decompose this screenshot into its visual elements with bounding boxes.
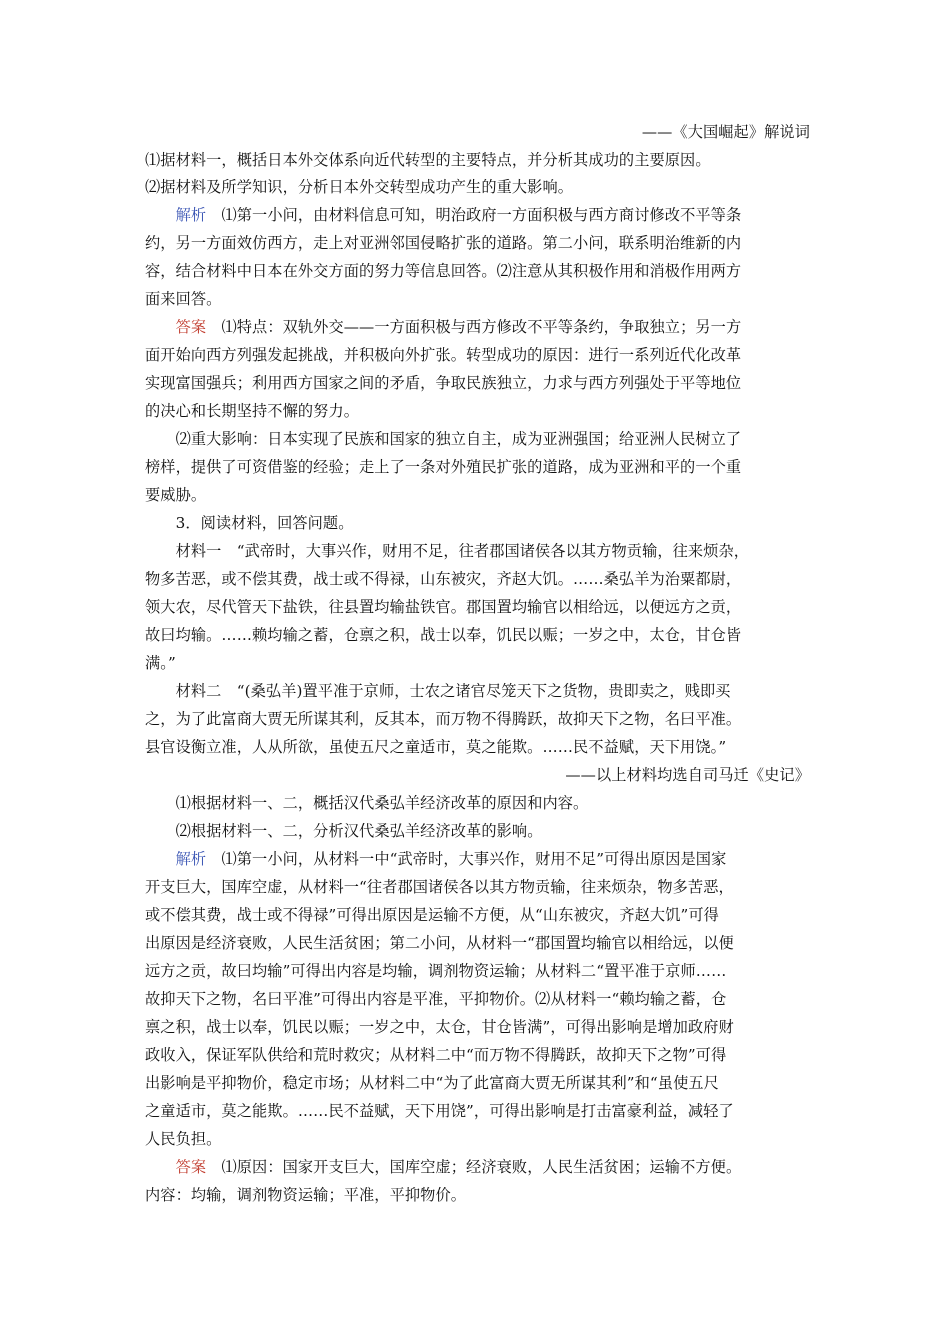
material-line: 满。” [145,654,176,672]
material-1-text: 材料一 “武帝时，大事兴作，财用不足，往者郡国诸侯各以其方物贡输，往来烦杂， [175,542,750,560]
answer-text: ⑴特点：双轨外交——一方面积极与西方修改不平等条约，争取独立；另一方 [221,318,742,336]
material-1 [145,539,810,563]
material-line: 之，为了此富商大贾无所谋其利，反其本，而万物不得腾跃，故抑天下之物，名曰平准。 [145,710,742,728]
analysis-line: 容，结合材料中日本在外交方面的努力等信息回答。⑵注意从其积极作用和消极作用两方 [145,262,742,280]
source-citation: ——以上材料均选自司马迁《史记》 [565,766,810,784]
question-3-title [145,511,810,535]
material-line: 县官设衡立准，人从所欲，虽使五尺之童适市，莫之能欺。……民不益赋，天下用饶。” [145,738,727,756]
analysis-paragraph [145,847,810,871]
analysis-text: ⑴第一小问，从材料一中“武帝时，大事兴作，财用不足”可得出原因是国家 [221,850,727,868]
analysis-line: 出影响是平抑物价，稳定市场；从材料二中“为了此富商大贾无所谋其利”和“虽使五尺 [145,1074,719,1092]
analysis-line: 之童适市，莫之能欺。……民不益赋，天下用饶”，可得出影响是打击富豪利益，减轻了 [145,1102,734,1120]
material-line: 物多苦恶，或不偿其费，战士或不得禄，山东被灾，齐赵大饥。……桑弘羊为治粟都尉， [145,570,742,588]
analysis-line: 开支巨大，国库空虚，从材料一“往者郡国诸侯各以其方物贡输，往来烦杂，物多苦恶， [145,878,734,896]
analysis-paragraph [145,203,810,227]
answer-label: 答案 [175,1158,207,1176]
answer-line: 内容：均输，调剂物资运输；平准，平抑物价。 [145,1186,467,1204]
analysis-line: 禀之积，战士以奉，饥民以赈；一岁之中，太仓，甘仓皆满”，可得出影响是增加政府财 [145,1018,734,1036]
analysis-line: 出原因是经济衰败，人民生活贫困；第二小问，从材料一“郡国置均输官以相给远，以便 [145,934,734,952]
material-line: 领大农，尽代管天下盐铁，往县置均输盐铁官。郡国置均输官以相给远，以便远方之贡， [145,598,742,616]
answer-line: 面开始向西方列强发起挑战，并积极向外扩张。转型成功的原因：进行一系列近代化改革 [145,346,742,364]
question-text: ⑴根据材料一、二，概括汉代桑弘羊经济改革的原因和内容。 [175,794,589,812]
material-2-text: 材料二 “(桑弘羊)置平准于京师，士农之诸官尽笼天下之货物，贵即卖之，贱即买 [175,682,731,700]
answer-label: 答案 [175,318,207,336]
question-3-text: 3．阅读材料，回答问题。 [175,514,354,532]
analysis-line: 故抑天下之物，名曰平准”可得出内容是平准，平抑物价。⑵从材料一“赖均输之蓄，仓 [145,990,727,1008]
analysis-label: 解析 [175,206,207,224]
answer-line: 的决心和长期坚持不懈的努力。 [145,402,360,420]
analysis-line: 远方之贡，故曰均输”可得出内容是均输，调剂物资运输；从材料二“置平准于京师…… [145,962,727,980]
question-1: ⑴据材料一，概括日本外交体系向近代转型的主要特点，并分析其成功的主要原因。 [145,151,711,169]
answer-text: ⑴原因：国家开支巨大，国库空虚；经济衰败，人民生活贫困；运输不方便。 [221,1158,742,1176]
question-2: ⑵据材料及所学知识，分析日本外交转型成功产生的重大影响。 [145,178,574,196]
analysis-label: 解析 [175,850,207,868]
answer-line: 要威胁。 [145,486,207,504]
answer-line: 实现富国强兵；利用西方国家之间的矛盾，争取民族独立，力求与西方列强处于平等地位 [145,374,742,392]
answer-line: 榜样，提供了可资借鉴的经验；走上了一条对外殖民扩张的道路，成为亚洲和平的一个重 [145,458,742,476]
material-line: 故曰均输。……赖均输之蓄，仓禀之积，战士以奉，饥民以赈；一岁之中，太仓，甘仓皆 [145,626,742,644]
analysis-line: 或不偿其费，战士或不得禄”可得出原因是运输不方便，从“山东被灾，齐赵大饥”可得 [145,906,719,924]
analysis-line: 政收入，保证军队供给和荒时救灾；从材料二中“而万物不得腾跃，故抑天下之物”可得 [145,1046,727,1064]
material-2 [145,679,810,703]
question-3-1 [145,791,810,815]
question-3-2 [145,819,810,843]
answer-paragraph [145,1155,810,1179]
question-text: ⑵根据材料一、二，分析汉代桑弘羊经济改革的影响。 [175,822,543,840]
analysis-line: 约，另一方面效仿西方，走上对亚洲邻国侵略扩张的道路。第二小问，联系明治维新的内 [145,234,742,252]
answer-line [145,427,810,451]
analysis-line: 人民负担。 [145,1130,222,1148]
analysis-line: 面来回答。 [145,290,222,308]
answer-paragraph [145,315,810,339]
source-citation: ——《大国崛起》解说词 [641,123,810,141]
answer-text: ⑵重大影响：日本实现了民族和国家的独立自主，成为亚洲强国；给亚洲人民树立了 [175,430,742,448]
analysis-text: ⑴第一小问，由材料信息可知，明治政府一方面积极与西方商讨修改不平等条 [221,206,742,224]
